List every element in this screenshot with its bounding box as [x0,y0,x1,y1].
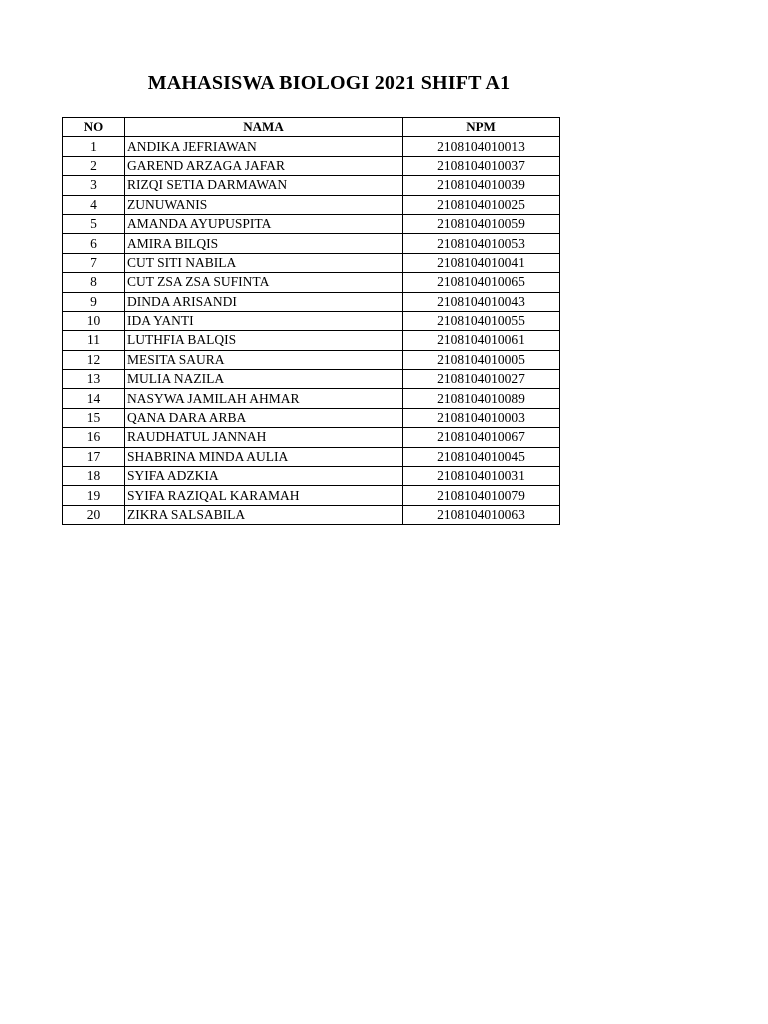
header-no: NO [63,118,125,137]
row-no-cell: 7 [63,253,125,272]
row-no-cell: 19 [63,486,125,505]
header-npm: NPM [403,118,560,137]
table-row [63,428,560,447]
row-nama-cell: SHABRINA MINDA AULIA [125,447,403,466]
row-no-cell: 12 [63,350,125,369]
student-table [62,117,560,525]
table-row [63,137,560,156]
row-nama-cell: LUTHFIA BALQIS [125,331,403,350]
row-no-cell: 8 [63,273,125,292]
table-row [63,467,560,486]
row-npm-cell: 2108104010089 [403,389,560,408]
row-npm-cell: 2108104010041 [403,253,560,272]
row-npm-cell: 2108104010059 [403,214,560,233]
row-nama-cell: ZIKRA SALSABILA [125,505,403,524]
row-nama-cell: QANA DARA ARBA [125,408,403,427]
row-nama-cell: NASYWA JAMILAH AHMAR [125,389,403,408]
row-nama-cell: RAUDHATUL JANNAH [125,428,403,447]
table-row [63,195,560,214]
table-row [63,370,560,389]
table-row [63,486,560,505]
row-nama-cell: MESITA SAURA [125,350,403,369]
table-row [63,253,560,272]
row-no-cell: 5 [63,214,125,233]
row-npm-cell: 2108104010043 [403,292,560,311]
row-npm-cell: 2108104010039 [403,176,560,195]
table-row [63,505,560,524]
table-row [63,350,560,369]
table-row [63,176,560,195]
header-nama: NAMA [125,118,403,137]
table-row [63,389,560,408]
row-npm-cell: 2108104010055 [403,311,560,330]
row-no-cell: 16 [63,428,125,447]
row-npm-cell: 2108104010063 [403,505,560,524]
table-row [63,311,560,330]
row-no-cell: 15 [63,408,125,427]
row-npm-cell: 2108104010031 [403,467,560,486]
row-nama-cell: AMIRA BILQIS [125,234,403,253]
table-row [63,234,560,253]
row-nama-cell: RIZQI SETIA DARMAWAN [125,176,403,195]
row-nama-cell: MULIA NAZILA [125,370,403,389]
row-no-cell: 3 [63,176,125,195]
table-header-row [63,118,560,137]
table-row [63,408,560,427]
row-nama-cell: ZUNUWANIS [125,195,403,214]
row-npm-cell: 2108104010079 [403,486,560,505]
row-no-cell: 20 [63,505,125,524]
row-no-cell: 6 [63,234,125,253]
table-row [63,292,560,311]
row-no-cell: 10 [63,311,125,330]
row-npm-cell: 2108104010067 [403,428,560,447]
row-no-cell: 1 [63,137,125,156]
row-no-cell: 2 [63,156,125,175]
row-npm-cell: 2108104010027 [403,370,560,389]
row-nama-cell: SYIFA ADZKIA [125,467,403,486]
row-nama-cell: DINDA ARISANDI [125,292,403,311]
table-row [63,156,560,175]
row-npm-cell: 2108104010003 [403,408,560,427]
row-npm-cell: 2108104010053 [403,234,560,253]
row-nama-cell: CUT ZSA ZSA SUFINTA [125,273,403,292]
row-npm-cell: 2108104010061 [403,331,560,350]
row-nama-cell: SYIFA RAZIQAL KARAMAH [125,486,403,505]
table-row [63,273,560,292]
row-npm-cell: 2108104010005 [403,350,560,369]
row-no-cell: 17 [63,447,125,466]
row-no-cell: 11 [63,331,125,350]
row-no-cell: 4 [63,195,125,214]
row-nama-cell: GAREND ARZAGA JAFAR [125,156,403,175]
row-no-cell: 18 [63,467,125,486]
row-no-cell: 9 [63,292,125,311]
page-title: MAHASISWA BIOLOGI 2021 SHIFT A1 [147,72,511,94]
row-nama-cell: AMANDA AYUPUSPITA [125,214,403,233]
table-row [63,331,560,350]
row-npm-cell: 2108104010013 [403,137,560,156]
row-npm-cell: 2108104010045 [403,447,560,466]
table-row [63,214,560,233]
table-row [63,447,560,466]
row-no-cell: 14 [63,389,125,408]
row-npm-cell: 2108104010065 [403,273,560,292]
row-no-cell: 13 [63,370,125,389]
row-npm-cell: 2108104010037 [403,156,560,175]
row-npm-cell: 2108104010025 [403,195,560,214]
row-nama-cell: ANDIKA JEFRIAWAN [125,137,403,156]
row-nama-cell: IDA YANTI [125,311,403,330]
table-body [63,137,560,525]
row-nama-cell: CUT SITI NABILA [125,253,403,272]
